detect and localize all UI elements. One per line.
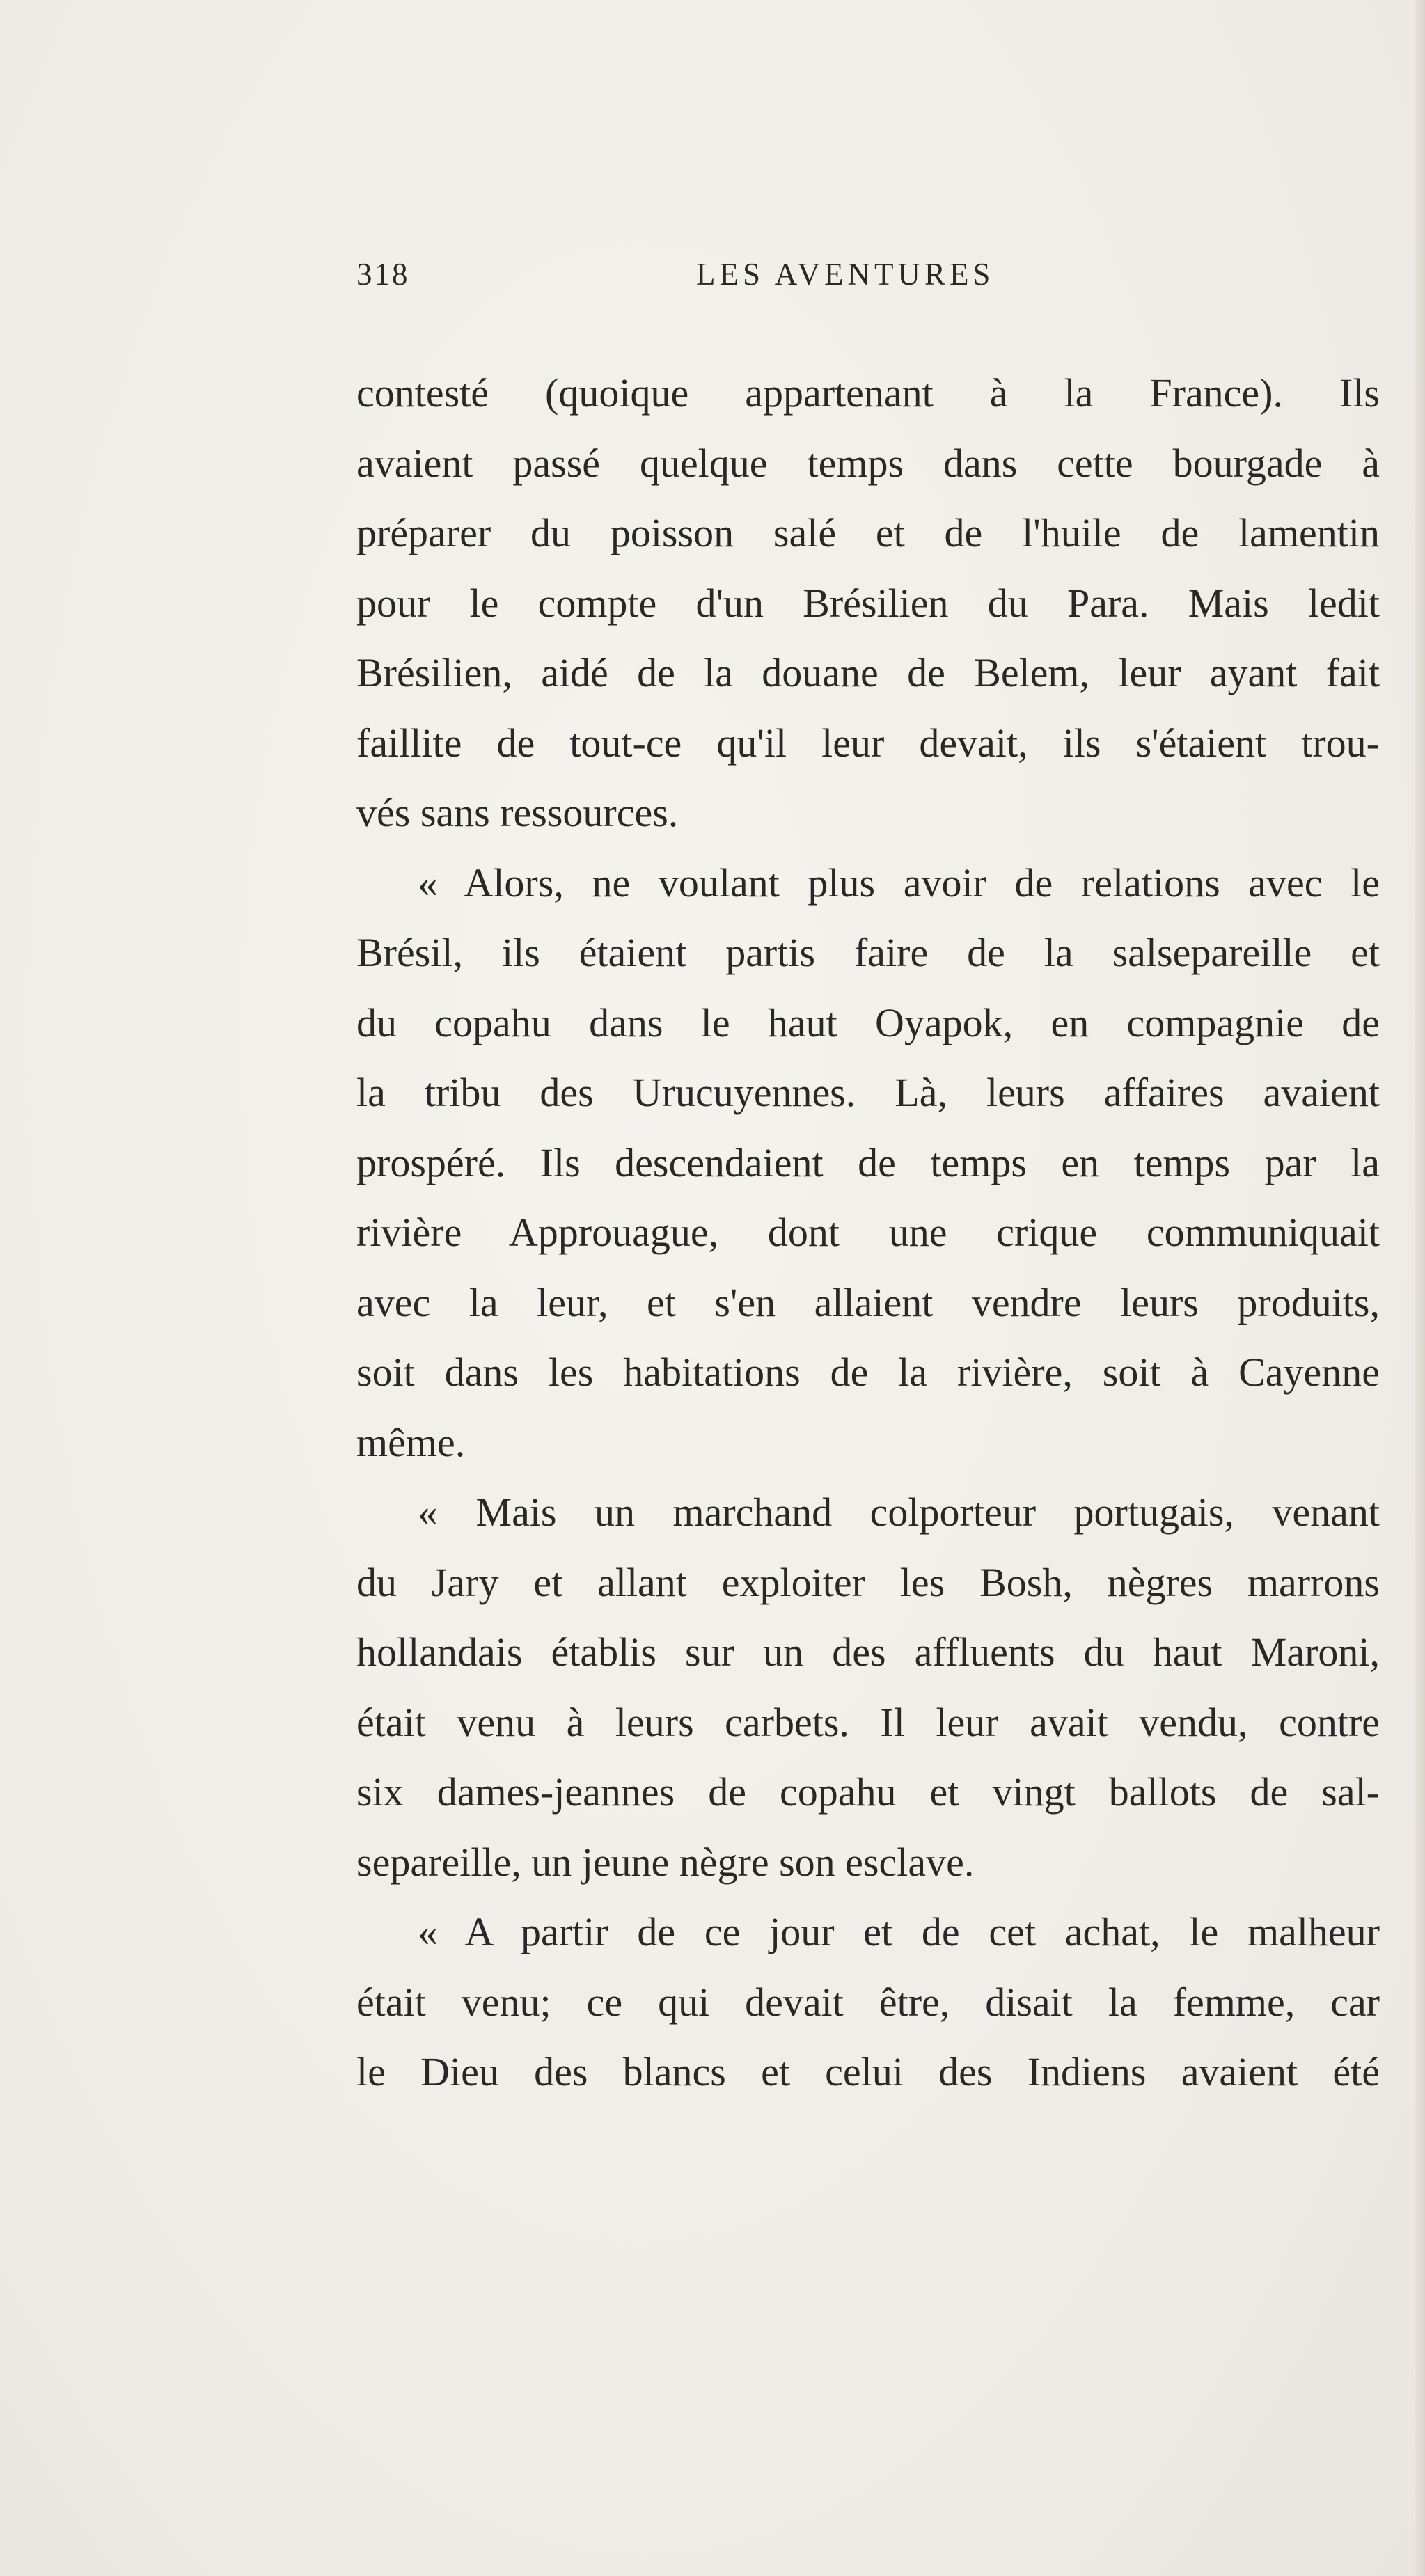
body-text xyxy=(356,358,1380,2108)
text-line: du copahu dans le haut Oyapok, en compagnie de xyxy=(356,999,1380,1045)
text-line: Brésilien, aidé de la douane de Belem, leur ayant fait xyxy=(356,650,1380,695)
text-line: six dames-jeannes de copahu et vingt ballots de sal- xyxy=(356,1769,1380,1815)
text-line: préparer du poisson salé et de l'huile de lamentin xyxy=(356,510,1380,555)
text-line: était venu à leurs carbets. Il leur avait vendu, contre xyxy=(356,1699,1380,1745)
text-line: « Alors, ne voulant plus avoir de relations avec le xyxy=(418,860,1380,906)
page-header xyxy=(356,256,1380,305)
text-line: « Mais un marchand colporteur portugais, venant xyxy=(418,1490,1380,1535)
text-line: vés sans ressources. xyxy=(356,790,679,835)
text-line: le Dieu des blancs et celui des Indiens avaient été xyxy=(356,2049,1380,2094)
text-line: avec la leur, et s'en allaient vendre leurs produits, xyxy=(356,1279,1380,1325)
text-line: même. xyxy=(356,1419,466,1465)
text-line: soit dans les habitations de la rivière, soit à Cayenne xyxy=(356,1350,1380,1395)
text-line: était venu; ce qui devait être, disait la femme, car xyxy=(356,1979,1380,2025)
text-line: rivière Approuague, dont une crique communiquait xyxy=(356,1210,1380,1255)
page-number: 318 xyxy=(356,257,410,292)
text-line: avaient passé quelque temps dans cette bourgade à xyxy=(356,440,1380,486)
text-line: separeille, un jeune nègre son esclave. xyxy=(356,1839,975,1885)
page-edge-shadow xyxy=(1415,0,1425,2576)
text-line: prospéré. Ils descendaient de temps en temps par la xyxy=(356,1139,1380,1185)
text-line: faillite de tout-ce qu'il leur devait, ils s'étaient trou- xyxy=(356,720,1380,766)
text-line: du Jary et allant exploiter les Bosh, nègres marrons xyxy=(356,1559,1380,1605)
text-line: hollandais établis sur un des affluents du haut Maroni, xyxy=(356,1629,1380,1675)
running-title: LES AVENTURES xyxy=(696,257,995,292)
text-line: Brésil, ils étaient partis faire de la salsepareille et xyxy=(356,930,1380,975)
text-line: pour le compte d'un Brésilien du Para. Mais ledit xyxy=(356,580,1380,626)
text-line: « A partir de ce jour et de cet achat, le malheur xyxy=(418,1909,1380,1954)
text-line: contesté (quoique appartenant à la France). Ils xyxy=(356,370,1380,416)
text-line: la tribu des Urucuyennes. Là, leurs affaires avaient xyxy=(356,1070,1380,1115)
